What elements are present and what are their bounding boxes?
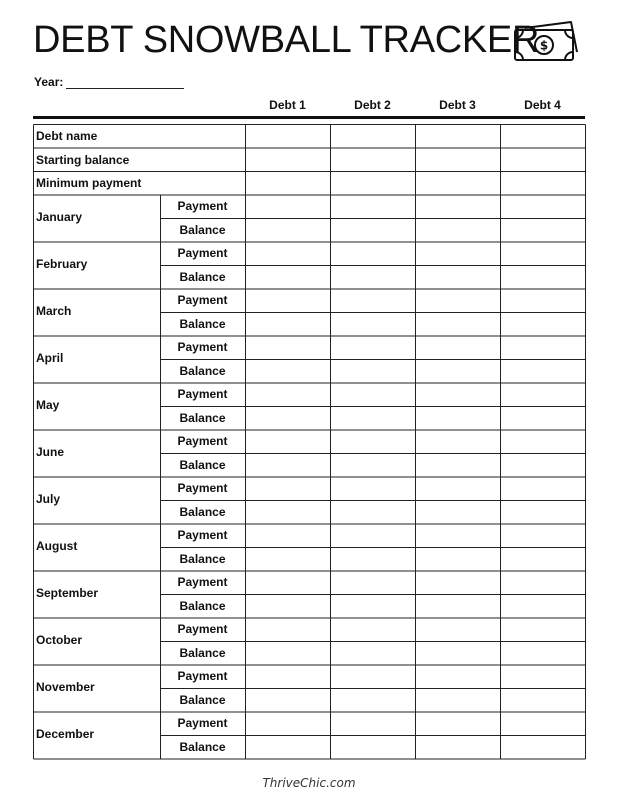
balance-label: Balance [179, 223, 226, 237]
column-header-debt-1: Debt 1 [269, 98, 306, 112]
row-label-debt-name: Debt name [36, 129, 98, 143]
month-label-september: September [36, 586, 99, 600]
svg-text:$: $ [539, 38, 549, 53]
tracker-grid [33, 124, 587, 762]
balance-label: Balance [179, 599, 226, 613]
dollar-bill-icon [511, 18, 581, 64]
header-rule [33, 116, 585, 119]
row-label-starting-balance: Starting balance [36, 152, 130, 167]
year-input-line[interactable] [66, 88, 184, 89]
payment-label: Payment [177, 527, 228, 542]
month-label-july: July [36, 492, 61, 506]
payment-label: Payment [177, 668, 228, 683]
column-headers [245, 98, 585, 112]
month-label-february: February [36, 257, 88, 271]
month-label-june: June [36, 445, 65, 459]
payment-label: Payment [177, 480, 228, 495]
month-label-january: January [36, 210, 83, 224]
balance-label: Balance [179, 693, 226, 707]
balance-label: Balance [179, 505, 226, 519]
balance-label: Balance [179, 552, 226, 566]
balance-label: Balance [179, 646, 226, 660]
row-label-minimum-payment: Minimum payment [36, 176, 142, 190]
balance-label: Balance [179, 740, 226, 754]
payment-label: Payment [177, 621, 228, 636]
footer-brand: ThriveChic.com [262, 776, 356, 790]
month-label-march: March [36, 304, 72, 318]
payment-label: Payment [177, 198, 228, 213]
month-label-april: April [36, 351, 64, 365]
payment-label: Payment [177, 715, 228, 730]
page-title: DEBT SNOWBALL TRACKER [33, 19, 540, 61]
balance-label: Balance [179, 270, 226, 284]
balance-label: Balance [179, 364, 226, 378]
column-header-debt-4: Debt 4 [524, 98, 561, 112]
column-header-debt-2: Debt 2 [354, 98, 391, 112]
payment-label: Payment [177, 339, 228, 354]
year-label: Year: [34, 75, 64, 89]
month-label-august: August [36, 539, 78, 553]
balance-label: Balance [179, 411, 226, 425]
month-label-may: May [36, 398, 60, 412]
payment-label: Payment [177, 245, 228, 260]
column-header-debt-3: Debt 3 [439, 98, 476, 112]
month-label-december: December [36, 727, 95, 741]
month-label-october: October [36, 633, 83, 647]
payment-label: Payment [177, 433, 228, 448]
payment-label: Payment [177, 574, 228, 589]
month-label-november: November [36, 680, 95, 694]
payment-label: Payment [177, 292, 228, 307]
balance-label: Balance [179, 317, 226, 331]
balance-label: Balance [179, 458, 226, 472]
payment-label: Payment [177, 386, 228, 401]
